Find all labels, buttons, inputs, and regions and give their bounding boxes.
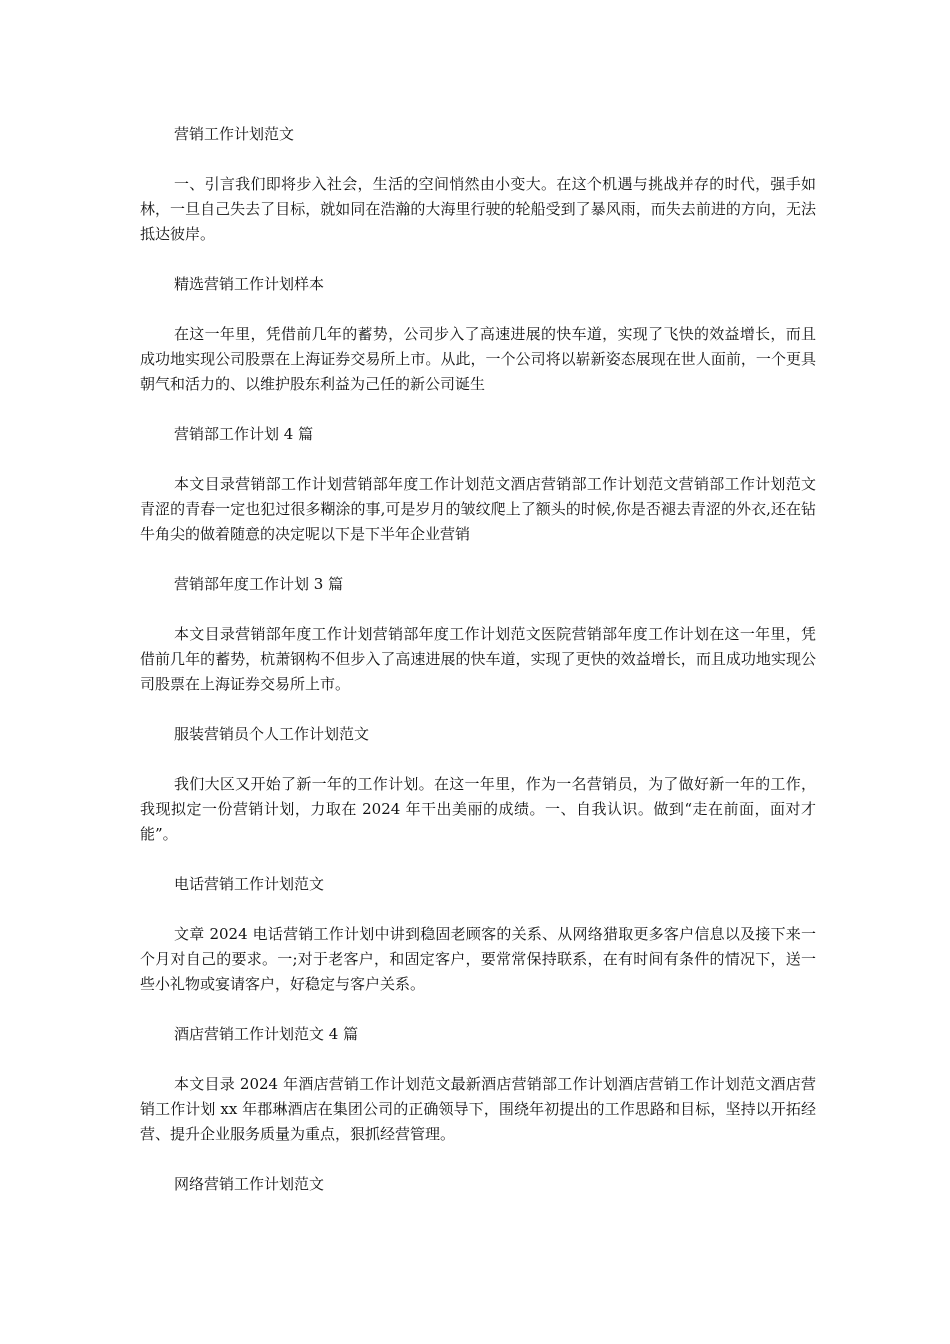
section-paragraph: 在这一年里，凭借前几年的蓄势，公司步入了高速进展的快车道，实现了飞快的效益增长，而且成功地实现公司股票在上海证券交易所上市。从此，一个公司将以崭新姿态展现在世人面前，一个更具朝气和活力的、以维护股东利益为己任的新公司诞生 [140, 325, 816, 393]
section-heading: 电话营销工作计划范文 [174, 875, 325, 893]
section-paragraph: 文章 2024 电话营销工作计划中讲到稳固老顾客的关系、从网络猎取更多客户信息以及接下来一个月对自己的要求。一;对于老客户，和固定客户，要常常保持联系，在有时间有条件的情况下，送一些小礼物或宴请客户，好稳定与客户关系。 [140, 925, 816, 993]
section-paragraph: 本文目录营销部工作计划营销部年度工作计划范文酒店营销部工作计划范文营销部工作计划范文青涩的青春一定也犯过很多糊涂的事,可是岁月的皱纹爬上了额头的时候,你是否褪去青涩的外衣,还在钻牛角尖的做着随意的决定呢以下是下半年企业营销 [140, 475, 816, 543]
document-body [140, 122, 816, 1222]
section-paragraph: 本文目录营销部年度工作计划营销部年度工作计划范文医院营销部年度工作计划在这一年里，凭借前几年的蓄势，杭萧钢构不但步入了高速进展的快车道，实现了更快的效益增长，而且成功地实现公司股票在上海证券交易所上市。 [140, 625, 816, 693]
section-heading: 精选营销工作计划样本 [174, 275, 325, 293]
section-heading: 网络营销工作计划范文 [174, 1175, 325, 1193]
section-heading: 营销部工作计划 4 篇 [174, 425, 314, 443]
section-paragraph: 本文目录 2024 年酒店营销工作计划范文最新酒店营销部工作计划酒店营销工作计划范文酒店营销工作计划 xx 年郡琳酒店在集团公司的正确领导下，围绕年初提出的工作思路和目标，坚持以开拓经营、提升企业服务质量为重点，狠抓经营管理。 [140, 1075, 816, 1143]
section-paragraph: 我们大区又开始了新一年的工作计划。在这一年里，作为一名营销员，为了做好新一年的工作，我现拟定一份营销计划，力取在 2024 年干出美丽的成绩。一、自我认识。做到“走在前面，面对才能”。 [140, 775, 816, 843]
section-heading: 酒店营销工作计划范文 4 篇 [174, 1025, 359, 1043]
intro-paragraph: 一、引言我们即将步入社会，生活的空间悄然由小变大。在这个机遇与挑战并存的时代，强手如林，一旦自己失去了目标，就如同在浩瀚的大海里行驶的轮船受到了暴风雨，而失去前进的方向，无法抵达彼岸。 [140, 175, 816, 243]
section-heading: 服装营销员个人工作计划范文 [174, 725, 370, 743]
document-title: 营销工作计划范文 [174, 125, 295, 143]
section-heading: 营销部年度工作计划 3 篇 [174, 575, 344, 593]
